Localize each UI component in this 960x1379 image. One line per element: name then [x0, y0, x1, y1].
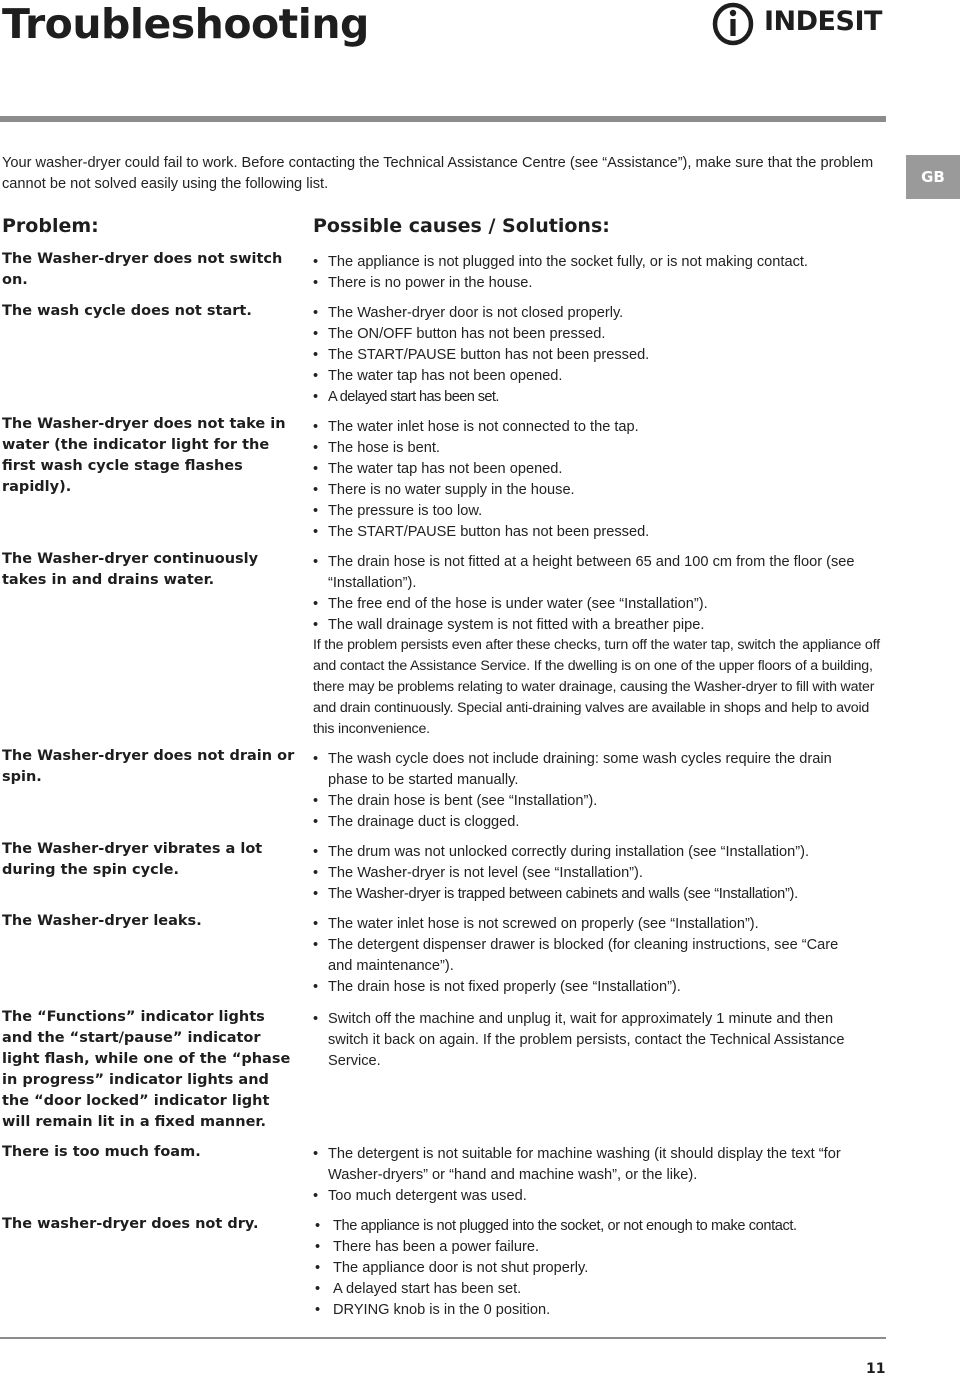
- problem-no-drain-spin: The Washer-dryer does not drain or spin.: [2, 748, 295, 785]
- solution-item: • The appliance is not plugged into the socket, or not enough to make contact.: [315, 1216, 890, 1237]
- solution-item: • The water inlet hose is not connected to the tap.: [313, 417, 888, 438]
- header-divider: [0, 116, 886, 122]
- solution-item: • The appliance door is not shut properly.: [315, 1258, 890, 1279]
- brand-name: INDESIT: [764, 6, 882, 37]
- page-number: 11: [866, 1361, 886, 1377]
- solution-item: • The wash cycle does not include draining: some wash cycles require the drain phase to be started manually.: [313, 749, 873, 791]
- problem-vibrates: The Washer-dryer vibrates a lot during the spin cycle.: [2, 841, 263, 878]
- problem-continuous-fill-drain: The Washer-dryer continuously takes in and drains water.: [2, 551, 259, 588]
- solution-item: • A delayed start has been set.: [313, 387, 888, 408]
- solutions-indicator-lights: [313, 1009, 853, 1072]
- solution-item: • A delayed start has been set.: [315, 1279, 890, 1300]
- indesit-logo-icon: [712, 2, 758, 46]
- brand-logo: [712, 2, 892, 46]
- solutions-cycle-no-start: [313, 303, 888, 408]
- drainage-note: If the problem persists even after these checks, turn off the water tap, switch the appliance off and contact the Assistance Service. If the dwelling is on one of the upper floors of a building, there may be problems relating to water drainage, causing the Washer-dryer to fill with water and drain continuously. Special anti-draining valves are available in shops and help to avoid this inconvenience.: [313, 637, 880, 737]
- solution-item: • The Washer-dryer door is not closed properly.: [313, 303, 888, 324]
- problem-column-heading: Problem:: [2, 215, 99, 237]
- solution-item: • The wall drainage system is not fitted with a breather pipe.: [313, 615, 878, 636]
- solutions-column-heading: Possible causes / Solutions:: [313, 215, 610, 237]
- problem-does-not-dry: The washer-dryer does not dry.: [2, 1216, 259, 1232]
- solutions-does-not-dry: [315, 1216, 890, 1321]
- solution-item: • There is no power in the house.: [313, 273, 888, 294]
- solution-item: • Switch off the machine and unplug it, wait for approximately 1 minute and then switch it back on again. If the problem persists, contact the Technical Assistance Service.: [313, 1009, 853, 1072]
- solution-item: • Too much detergent was used.: [313, 1186, 873, 1207]
- intro-paragraph: Your washer-dryer could fail to work. Before contacting the Technical Assistance Centre (see “Assistance”), make sure that the problem cannot be not solved easily using the following list.: [2, 155, 874, 192]
- problem-too-much-foam: There is too much foam.: [2, 1144, 201, 1160]
- language-tab: GB: [906, 155, 960, 199]
- solution-item: • The appliance is not plugged into the socket fully, or is not making contact.: [313, 252, 888, 273]
- solution-item: • The water inlet hose is not screwed on properly (see “Installation”).: [313, 914, 858, 935]
- solutions-no-switch-on: [313, 252, 888, 294]
- solution-item: • The water tap has not been opened.: [313, 459, 888, 480]
- problem-indicator-lights: The “Functions” indicator lights and the “start/pause” indicator light flash, while one of the “phase in progress” indicator lights and the “door locked” indicator light will remain lit in a fixed manner.: [2, 1009, 291, 1130]
- solutions-no-drain-spin: [313, 749, 873, 833]
- solution-item: • The drum was not unlocked correctly during installation (see “Installation”).: [313, 842, 888, 863]
- page-title: Troubleshooting: [2, 0, 369, 48]
- solution-item: • The hose is bent.: [313, 438, 888, 459]
- problem-no-switch-on: The Washer-dryer does not switch on.: [2, 251, 283, 288]
- problem-leaks: The Washer-dryer leaks.: [2, 913, 202, 929]
- solutions-vibrates: [313, 842, 888, 905]
- solution-item: • The drain hose is bent (see “Installation”).: [313, 791, 873, 812]
- solution-item: • There has been a power failure.: [315, 1237, 890, 1258]
- solution-item: • The detergent dispenser drawer is blocked (for cleaning instructions, see “Care and maintenance”).: [313, 935, 858, 977]
- solution-item: • The START/PAUSE button has not been pressed.: [313, 522, 888, 543]
- solution-item: • The drain hose is not fixed properly (see “Installation”).: [313, 977, 858, 998]
- solution-item: • The ON/OFF button has not been pressed.: [313, 324, 888, 345]
- solution-item: • The Washer-dryer is not level (see “Installation”).: [313, 863, 888, 884]
- solution-item: • The pressure is too low.: [313, 501, 888, 522]
- solution-item: • The drain hose is not fitted at a height between 65 and 100 cm from the floor (see “Installation”).: [313, 552, 878, 594]
- solution-item: • The water tap has not been opened.: [313, 366, 888, 387]
- solutions-no-water-intake: [313, 417, 888, 543]
- solution-item: • The START/PAUSE button has not been pressed.: [313, 345, 888, 366]
- solutions-continuous-fill-drain: [313, 552, 878, 636]
- solution-item: • There is no water supply in the house.: [313, 480, 888, 501]
- solution-item: • The Washer-dryer is trapped between cabinets and walls (see “Installation”).: [313, 884, 888, 905]
- footer-divider: [0, 1337, 886, 1339]
- solution-item: • The detergent is not suitable for machine washing (it should display the text “for Washer-dryers” or “hand and machine wash”, or the like).: [313, 1144, 873, 1186]
- problem-no-water-intake: The Washer-dryer does not take in water (the indicator light for the first wash cycle stage flashes rapidly).: [2, 416, 286, 495]
- solution-item: • The free end of the hose is under water (see “Installation”).: [313, 594, 878, 615]
- problem-cycle-no-start: The wash cycle does not start.: [2, 303, 252, 319]
- solution-item: • DRYING knob is in the 0 position.: [315, 1300, 890, 1321]
- solutions-leaks: [313, 914, 858, 998]
- solution-item: • The drainage duct is clogged.: [313, 812, 873, 833]
- solutions-too-much-foam: [313, 1144, 873, 1207]
